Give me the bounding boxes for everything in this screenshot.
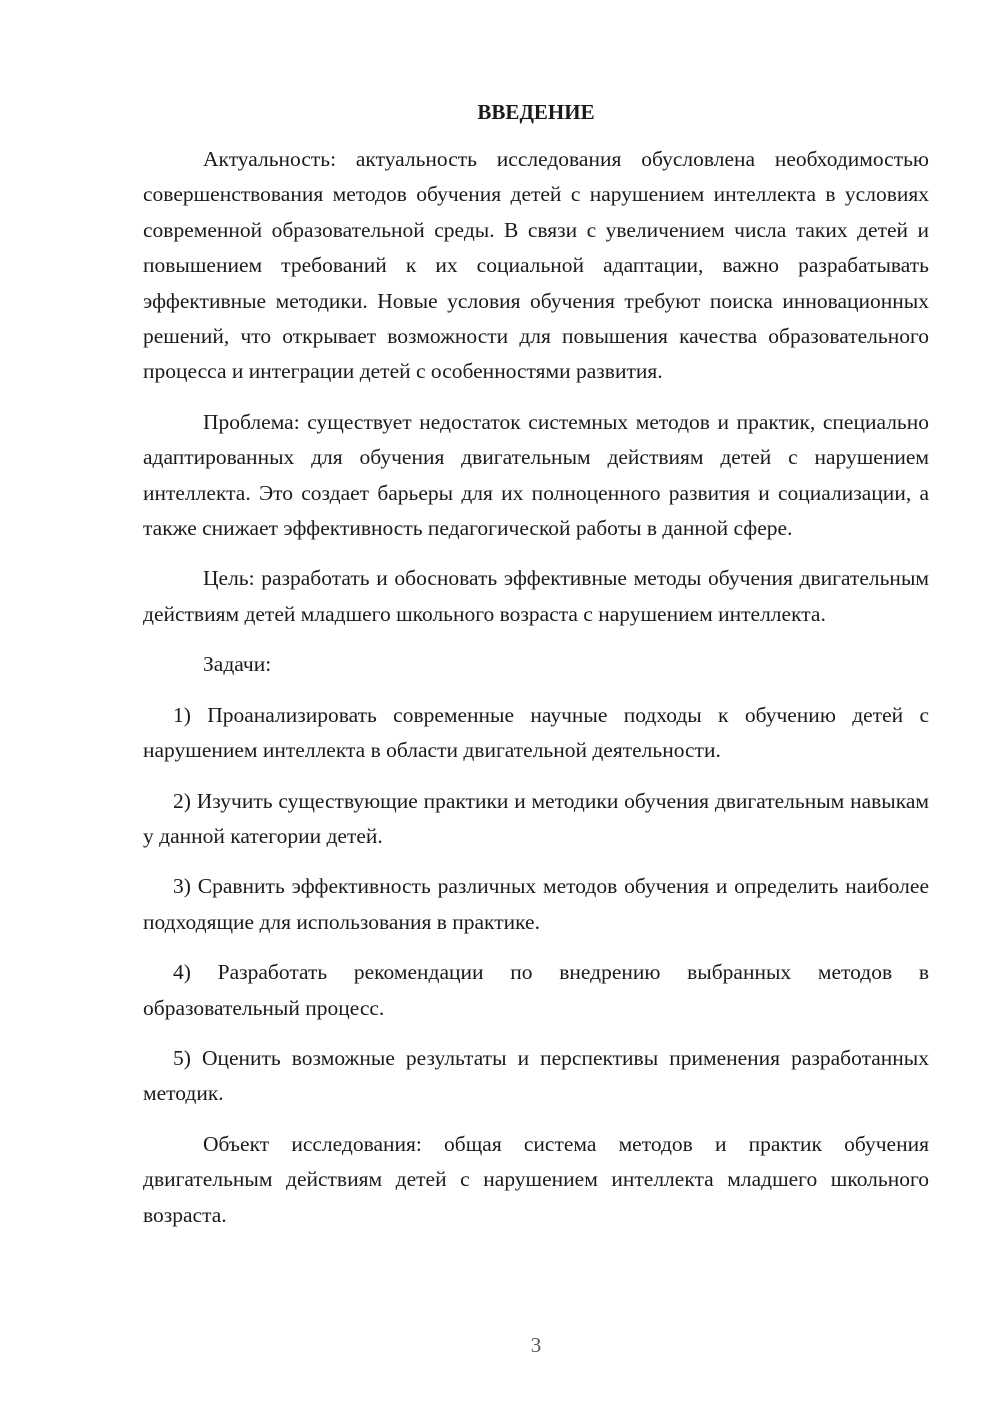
paragraph-goal: Цель: разработать и обосновать эффективные методы обучения двигательным действиям детей младшего школьного возраста с нарушением интеллекта. bbox=[143, 566, 929, 626]
page-number: 3 bbox=[530, 1333, 542, 1357]
page-title: ВВЕДЕНИЕ bbox=[477, 100, 595, 124]
paragraph-problem: Проблема: существует недостаток системных методов и практик, специально адаптированных для обучения двигательным действиям детей с нарушением интеллекта. Это создает барьеры для их полноценного развития и социализации, а также снижает эффективность педагогической работы в данной сфере. bbox=[143, 409, 929, 541]
paragraph-object: Объект исследования: общая система методов и практик обучения двигательным действиям детей с нарушением интеллекта младшего школьного возраста. bbox=[143, 1131, 929, 1227]
task-item-5: 5) Оценить возможные результаты и перспективы применения разработанных методик. bbox=[143, 1045, 929, 1106]
document-body bbox=[143, 142, 929, 1248]
task-item-2: 2) Изучить существующие практики и методики обучения двигательным навыкам у данной категории детей. bbox=[143, 788, 929, 848]
task-item-3: 3) Сравнить эффективность различных методов обучения и определить наиболее подходящие для использования в практике. bbox=[143, 874, 929, 934]
task-item-1: 1) Проанализировать современные научные подходы к обучению детей с нарушением интеллекта в области двигательной деятельности. bbox=[143, 702, 929, 763]
tasks-heading: Задачи: bbox=[203, 652, 272, 677]
paragraph-relevance: Актуальность: актуальность исследования обусловлена необходимостью совершенствования методов обучения детей с нарушением интеллекта в условиях современной образовательной среды. В связи с увеличением числа таких детей и повышением требований к их социальной адаптации, важно разрабатывать эффективные методики. Новые условия обучения требуют поиска инновационных решений, что открывает возможности для повышения качества образовательного процесса и интеграции детей с особенностями развития. bbox=[143, 147, 929, 384]
task-item-4: 4) Разработать рекомендации по внедрению выбранных методов в образовательный процесс. bbox=[143, 960, 929, 1020]
